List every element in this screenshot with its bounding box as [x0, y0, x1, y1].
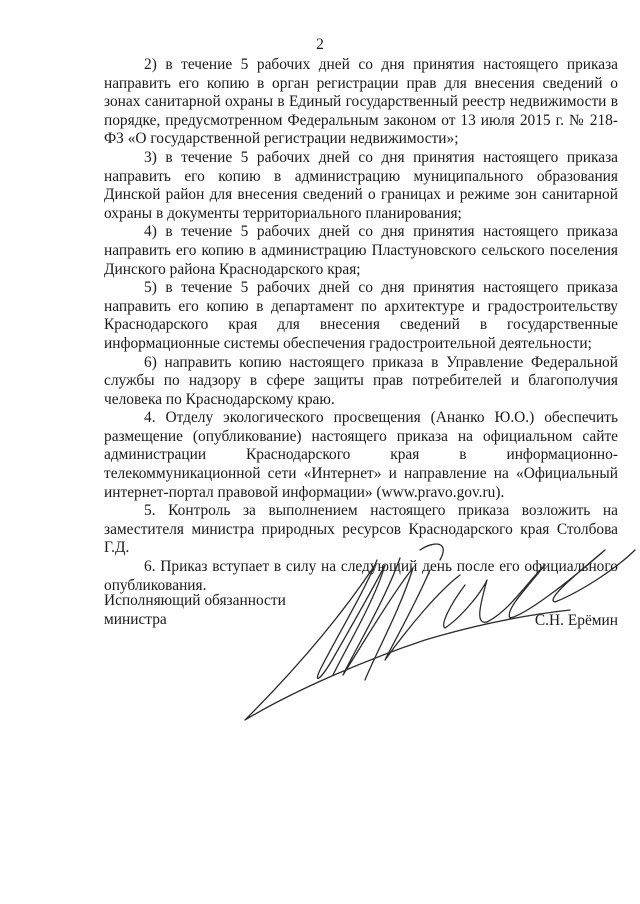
signatory-name: С.Н. Ерёмин: [534, 612, 618, 629]
page-number: 2: [316, 36, 324, 53]
paragraph-item-6: 6) направить копию настоящего приказа в Управление Федеральной службы по надзору в сфере защиты прав потребителей и благополучия человека по Краснодарскому краю.: [104, 353, 618, 408]
paragraph-clause-5: 5. Контроль за выполнением настоящего приказа возложить на заместителя министра природных ресурсов Краснодарского края Столбова Г.Д.: [104, 502, 618, 557]
document-body: [104, 56, 618, 595]
paragraph-item-3: 3) в течение 5 рабочих дней со дня принятия настоящего приказа направить его копию в администрацию муниципального образования Динской район для внесения сведений о границах и режиме зон санитарной охраны в документы территориального планирования;: [104, 148, 618, 222]
paragraph-clause-6: 6. Приказ вступает в силу на следующий день после его официального опубликования.: [104, 558, 618, 594]
paragraph-item-5: 5) в течение 5 рабочих дней со дня принятия настоящего приказа направить его копию в департамент по архитектуре и градостроительству Краснодарского края для внесения сведений в государственные информационные системы обеспечения градостроительной деятельности;: [104, 279, 618, 352]
paragraph-item-4: 4) в течение 5 рабочих дней со дня принятия настоящего приказа направить его копию в администрацию Пластуновского сельского поселения Динского района Краснодарского края;: [104, 223, 618, 278]
paragraph-clause-4: 4. Отделу экологического просвещения (Ананко Ю.О.) обеспечить размещение (опубликование) настоящего приказа на официальном сайте администрации Краснодарского края в информационно-телекоммуникационной сети «Интернет» и направление на «Официальный интернет-портал правовой информации» (www.pravo.gov.ru).: [104, 409, 618, 501]
paragraph-item-2: 2) в течение 5 рабочих дней со дня принятия настоящего приказа направить его копию в орган регистрации прав для внесения сведений о зонах санитарной охраны в Единый государственный реестр недвижимости в порядке, предусмотренном Федеральным законом от 13 июля 2015 г. № 218-ФЗ «О государственной регистрации недвижимости»;: [104, 56, 618, 148]
signatory-role: [104, 592, 324, 629]
signatory-role-line2: министра: [104, 610, 167, 628]
signatory-role-line1: Исполняющий обязанности: [104, 592, 286, 609]
signature-block: [104, 590, 618, 670]
